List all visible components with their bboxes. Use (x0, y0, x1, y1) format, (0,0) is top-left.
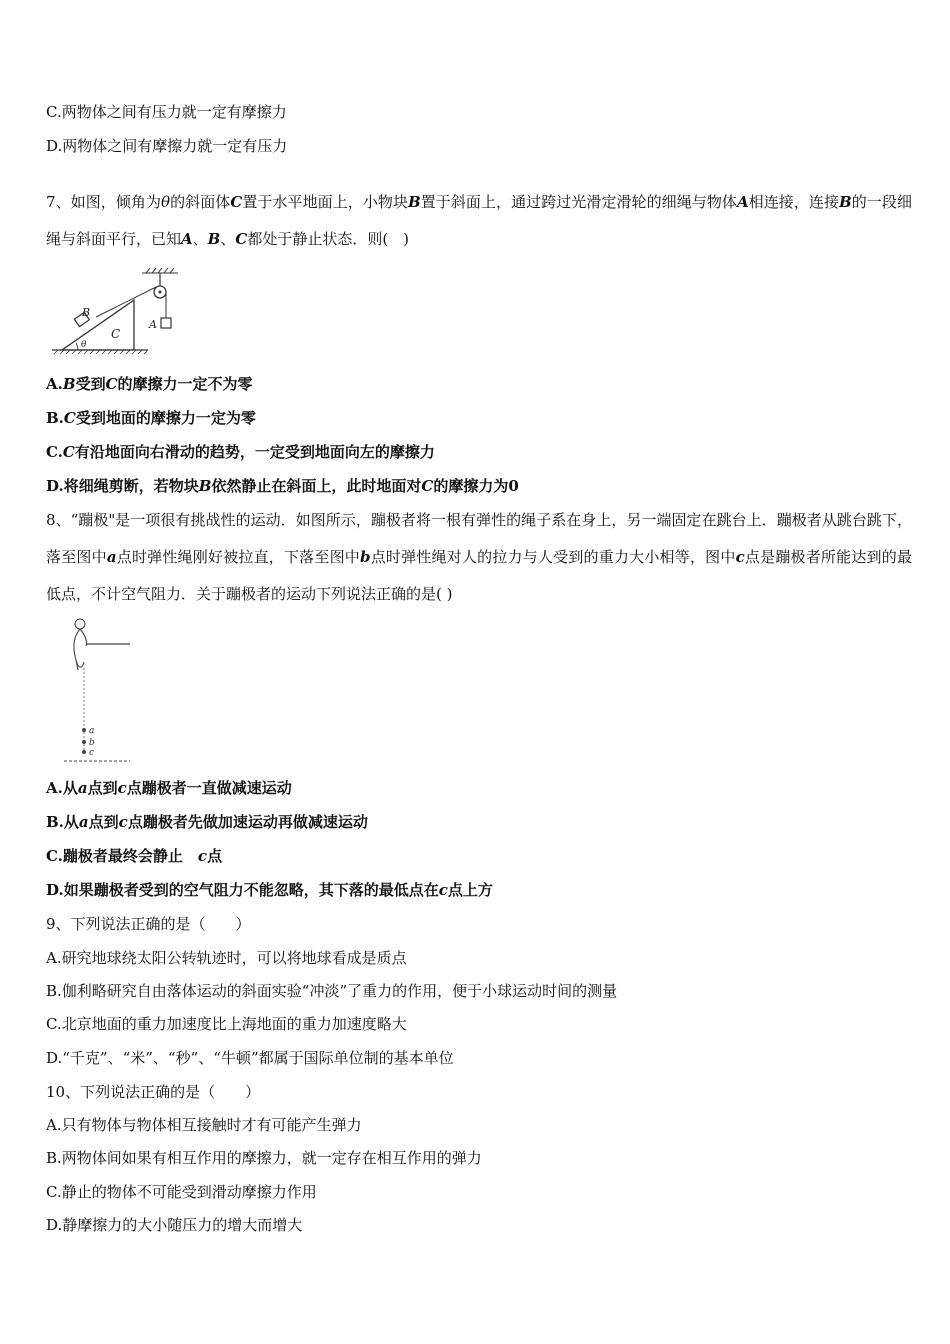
q6-option-d: D.两物体之间有摩擦力就一定有压力 (46, 137, 288, 155)
q9-option-b: B.伽利略研究自由落体运动的斜面实验“冲淡”了重力的作用，便于小球运动时间的测量 (46, 982, 618, 1000)
q10-option-c: C.静止的物体不可能受到滑动摩擦力作用 (46, 1183, 317, 1201)
label-b: B (82, 306, 91, 319)
label-a: a (89, 726, 95, 736)
point-b (82, 740, 86, 744)
point-a (82, 728, 86, 732)
label-c: c (89, 748, 95, 758)
q10-option-d: D.静摩擦力的大小随压力的增大而增大 (46, 1216, 303, 1234)
q8-option-a: A.从a点到c点蹦极者一直做减速运动 (46, 779, 292, 797)
q8-option-d: D.如果蹦极者受到的空气阻力不能忽略，其下落的最低点在c点上方 (46, 881, 493, 899)
q8-stem: 8、“蹦极"是一项很有挑战性的运动．如图所示，蹦极者将一根有弹性的绳子系在身上，另一端固定在跳台上．蹦极者从跳台跳下，落至图中a点时弹性绳刚好被拉直，下落至图中b点时弹性绳对人的拉力与人受到的重力大小相等，图中c点是蹦极者所能达到的最低点，不计空气阻力．关于蹦极者的运动下列说法正确的是( ) (46, 511, 912, 603)
q8-option-b: B.从a点到c点蹦极者先做加速运动再做减速运动 (46, 813, 368, 831)
incline-c (62, 300, 134, 350)
label-a: A (149, 318, 157, 331)
q7-incline-figure (48, 268, 183, 356)
q9-option-a: A.研究地球绕太阳公转轨迹时，可以将地球看成是质点 (46, 949, 407, 967)
label-b: b (89, 738, 95, 748)
q10-option-a: A.只有物体与物体相互接触时才有可能产生弹力 (46, 1116, 362, 1134)
q7-stem: 7、如图，倾角为θ的斜面体C置于水平地面上，小物块B置于斜面上，通过跨过光滑定滑轮的细绳与物体A相连接，连接B的一段细绳与斜面平行，已知A、B、C都处于静止状态．则( ) (46, 193, 912, 248)
q7-option-c: C.C有沿地面向右滑动的趋势，一定受到地面向左的摩擦力 (46, 443, 435, 461)
q9-stem: 9、下列说法正确的是（ ） (46, 915, 251, 933)
q8-option-c: C.蹦极者最终会静止 c点 (46, 847, 223, 865)
q10-option-b: B.两物体间如果有相互作用的摩擦力，就一定存在相互作用的弹力 (46, 1149, 482, 1167)
jumper-figure (74, 619, 87, 670)
q7-option-b: B.C受到地面的摩擦力一定为零 (46, 409, 256, 427)
q8-bungee-figure (64, 612, 154, 764)
point-c (82, 750, 86, 754)
theta-arc (76, 343, 78, 350)
q6-option-c: C.两物体之间有压力就一定有摩擦力 (46, 103, 287, 121)
q7-option-a: A.B受到C的摩擦力一定不为零 (46, 375, 253, 393)
q9-option-c: C.北京地面的重力加速度比上海地面的重力加速度略大 (46, 1015, 407, 1033)
rope-incline (96, 287, 156, 317)
block-a (161, 318, 171, 328)
ceiling-hatch (142, 268, 178, 273)
q9-option-d: D.“千克”、“米”、“秒”、“牛顿”都属于国际单位制的基本单位 (46, 1049, 454, 1067)
label-theta: θ (81, 340, 87, 350)
q7-option-d: D.将细绳剪断，若物块B依然静止在斜面上，此时地面对C的摩擦力为0 (46, 477, 519, 495)
q10-stem: 10、下列说法正确的是（ ） (46, 1083, 261, 1101)
label-c: C (111, 327, 121, 341)
